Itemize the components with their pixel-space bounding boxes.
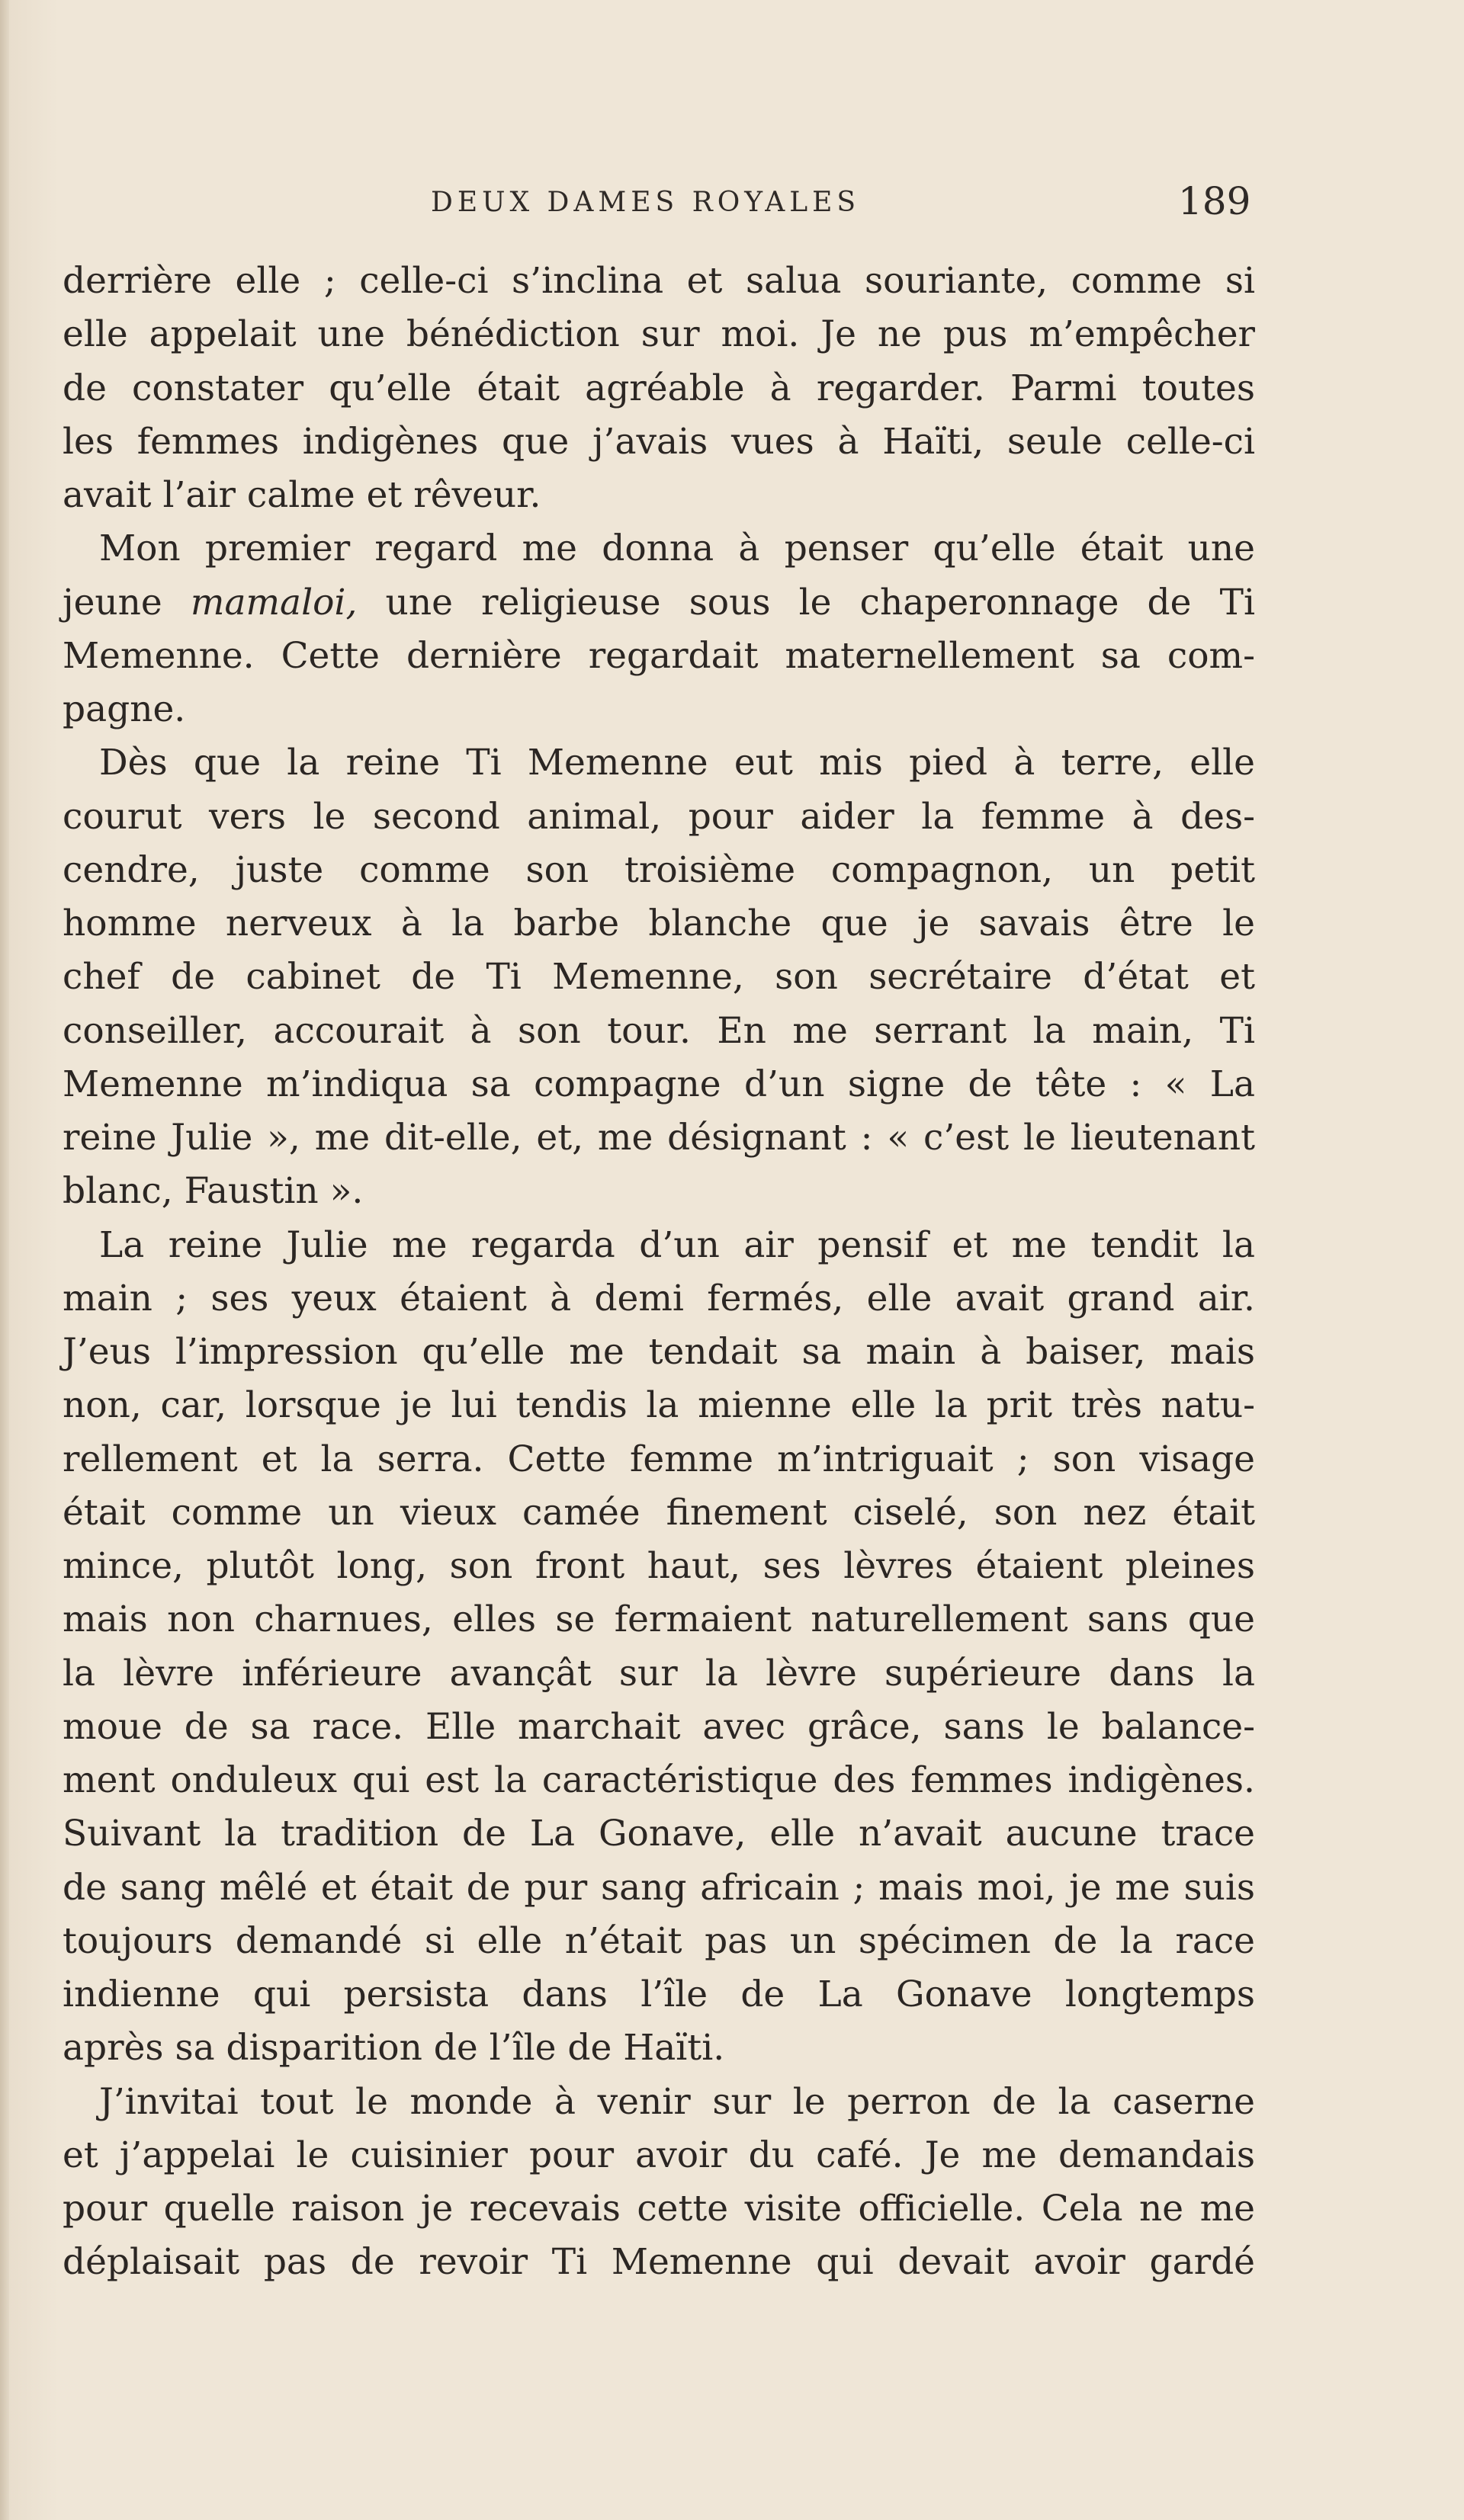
text-line: après sa disparition de l’île de Haïti. xyxy=(63,2027,725,2070)
text-line: moue de sa race. Elle marchait avec grâce, sans le balance- xyxy=(63,1705,1255,1748)
text-line: Memenne m’indiqua sa compagne d’un signe de tête : « La xyxy=(63,1063,1255,1105)
text-fragment: jeune xyxy=(63,581,162,624)
text-line: indienne qui persista dans l’île de La Gonave longtemps xyxy=(63,1973,1255,2015)
text-line: conseiller, accourait à son tour. En me serrant la main, Ti xyxy=(63,1009,1255,1052)
text-line: J’eus l’impression qu’elle me tendait sa main à baiser, mais xyxy=(63,1331,1255,1373)
text-line: pagne. xyxy=(63,688,186,730)
text-line: J’invitai tout le monde à venir sur le perron de la caserne xyxy=(99,2080,1255,2123)
page-binding-edge xyxy=(0,0,9,2520)
text-line: était comme un vieux camée finement ciselé, son nez était xyxy=(63,1491,1255,1534)
text-line: les femmes indigènes que j’avais vues à Haïti, seule celle-ci xyxy=(63,420,1255,463)
text-line: non, car, lorsque je lui tendis la mienne elle la prit très natu- xyxy=(63,1384,1255,1427)
text-line: ment onduleux qui est la caractéristique des femmes indigènes. xyxy=(63,1759,1255,1801)
text-line: cendre, juste comme son troisième compagnon, un petit xyxy=(63,848,1255,891)
running-header xyxy=(0,179,1464,232)
text-line: main ; ses yeux étaient à demi fermés, elle avait grand air. xyxy=(63,1277,1255,1319)
text-fragment: une religieuse sous le chaperonnage de Ti xyxy=(385,581,1255,624)
text-line: Suivant la tradition de La Gonave, elle n’avait aucune trace xyxy=(63,1813,1255,1855)
text-line: chef de cabinet de Ti Memenne, son secrétaire d’état et xyxy=(63,956,1255,999)
text-line: courut vers le second animal, pour aider la femme à des- xyxy=(63,795,1255,838)
text-line: rellement et la serra. Cette femme m’intriguait ; son visage xyxy=(63,1438,1255,1480)
text-line: Mon premier regard me donna à penser qu’elle était une xyxy=(99,527,1255,570)
text-line: mais non charnues, elles se fermaient naturellement sans que xyxy=(63,1598,1255,1641)
text-line: de constater qu’elle était agréable à regarder. Parmi toutes xyxy=(63,367,1255,409)
text-line: toujours demandé si elle n’était pas un spécimen de la race xyxy=(63,1919,1255,1962)
text-line: reine Julie », me dit-elle, et, me désignant : « c’est le lieutenant xyxy=(63,1117,1255,1159)
text-line: Dès que la reine Ti Memenne eut mis pied à terre, elle xyxy=(99,742,1255,784)
text-line: elle appelait une bénédiction sur moi. Je ne pus m’empêcher xyxy=(63,313,1255,356)
text-line: de sang mêlé et était de pur sang africain ; mais moi, je me suis xyxy=(63,1866,1255,1909)
text-line: mince, plutôt long, son front haut, ses lèvres étaient pleines xyxy=(63,1545,1255,1587)
text-line: La reine Julie me regarda d’un air pensif et me tendit la xyxy=(99,1223,1255,1266)
text-line: homme nerveux à la barbe blanche que je savais être le xyxy=(63,903,1255,944)
text-line xyxy=(63,576,1255,630)
text-line: Memenne. Cette dernière regardait maternellement sa com- xyxy=(63,634,1255,677)
running-title: DEUX DAMES ROYALES xyxy=(431,187,861,218)
italic-term: mamaloi, xyxy=(190,581,358,624)
page-number: 189 xyxy=(1178,179,1251,223)
text-line: pour quelle raison je recevais cette visite officielle. Cela ne me xyxy=(63,2188,1255,2230)
text-line: derrière elle ; celle-ci s’inclina et salua souriante, comme si xyxy=(63,260,1255,302)
text-line: blanc, Faustin ». xyxy=(63,1170,364,1213)
text-line: la lèvre inférieure avançât sur la lèvre supérieure dans la xyxy=(63,1652,1255,1694)
body-text xyxy=(63,255,1255,2290)
text-line: avait l’air calme et rêveur. xyxy=(63,474,541,516)
text-line: et j’appelai le cuisinier pour avoir du café. Je me demandais xyxy=(63,2134,1255,2176)
text-line: déplaisait pas de revoir Ti Memenne qui devait avoir gardé xyxy=(63,2241,1255,2284)
